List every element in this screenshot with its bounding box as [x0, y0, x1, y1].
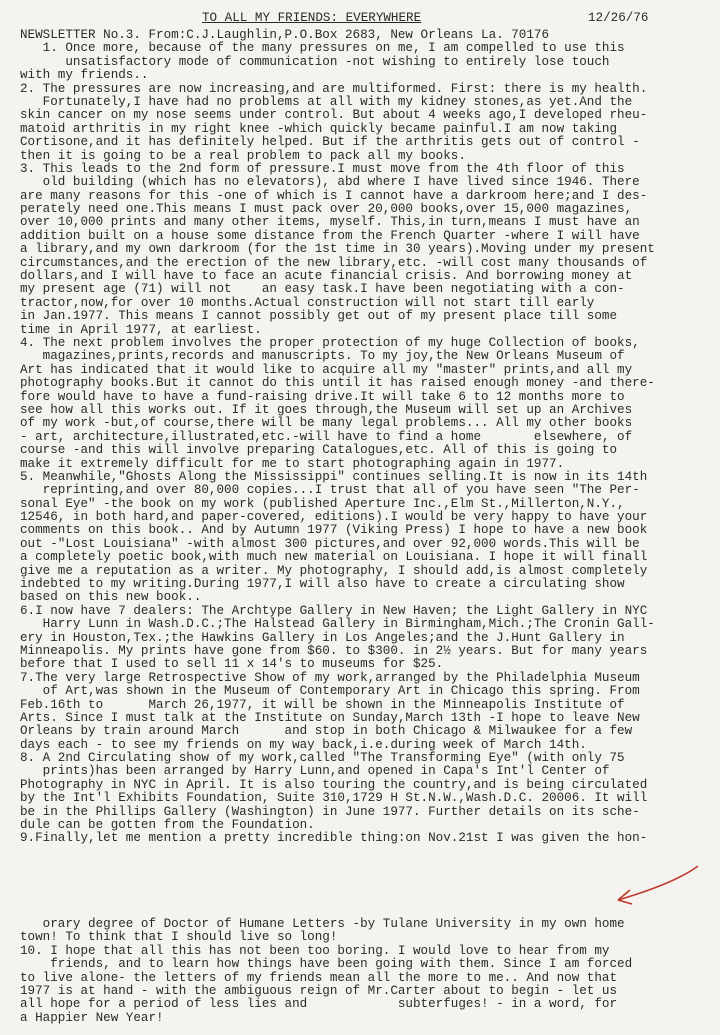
text-line: tractor,now,for over 10 months.Actual construction will not start till early [20, 295, 595, 310]
text-line: give me a reputation as a writer. My photography, I should add,is almost completely [20, 563, 648, 578]
text-line: my present age (71) will not an easy task.I have been negotiating with a con- [20, 282, 625, 297]
text-line: over 10,000 prints and many other items, myself. This,in turn,means I must have an [20, 215, 640, 230]
text-line: magazines,prints,records and manuscripts. To my joy,the New Orleans Museum of [20, 349, 625, 364]
text-line: all hope for a period of less lies and subterfuges! - in a word, for [20, 997, 618, 1012]
text-line: Arts. Since I must talk at the Institute on Sunday,March 13th -I hope to leave New [20, 710, 640, 725]
text-line: 1. Once more, because of the many pressures on me, I am compelled to use this [20, 41, 625, 56]
text-line: 8. A 2nd Circulating show of my work,called "The Transforming Eye" (with only 75 [20, 751, 625, 766]
text-line: with my friends.. [20, 68, 149, 83]
text-line: before that I used to sell 11 x 14's to museums for $25. [20, 657, 444, 672]
text-line: dollars,and I will have to face an acute financial crisis. And borrowing money at [20, 269, 633, 284]
text-line: fore would have to have a fund-raising drive.It will take 6 to 12 months more to [20, 389, 625, 404]
text-line: 12546, in both hard,and paper-covered, editions).I would be very happy to have your [20, 510, 648, 525]
text-line: indebted to my writing.During 1977,I will also have to create a circulating show [20, 577, 625, 592]
text-line: unsatisfactory mode of communication -not wishing to entirely lose touch [20, 54, 610, 69]
text-line: addition built on a house some distance from the French Quarter -where I will have [20, 228, 640, 243]
text-line: matoid arthritis in my right knee -which quickly became painful.I am now taking [20, 121, 618, 136]
text-line: a completely poetic book,with much new material on Louisiana. I hope it will finall [20, 550, 648, 565]
text-line: be in the Phillips Gallery (Washington) in June 1977. Further details on its sche- [20, 804, 640, 819]
red-ink-arrow-icon [612, 860, 702, 910]
text-line: Harry Lunn in Wash.D.C.;The Halstead Gallery in Birmingham,Mich.;The Cronin Gall- [20, 617, 655, 632]
text-line: see how all this works out. If it goes through,the Museum will set up an Archives [20, 402, 633, 417]
text-line: old building (which has no elevators), abd where I have lived since 1946. There [20, 175, 640, 190]
text-line: Fortunately,I have had no problems at all with my kidney stones,as yet.And the [20, 94, 633, 109]
text-line: 4. The next problem involves the proper protection of my huge Collection of books, [20, 335, 640, 350]
text-line: then it is going to be a real problem to pack all my books. [20, 148, 466, 163]
text-line: comments on this book.. And by Autumn 1977 (Viking Press) I hope to have a new book [20, 523, 648, 538]
text-line: of my work -but,of course,there will be many legal problems... All my other books [20, 416, 633, 431]
text-line: 7.The very large Retrospective Show of my work,arranged by the Philadelphia Museum [20, 670, 640, 685]
text-line: of Art,was shown in the Museum of Contemporary Art in Chicago this spring. From [20, 684, 640, 699]
text-line: friends, and to learn how things have been going with them. Since I am forced [20, 957, 633, 972]
letter-body-continued [20, 918, 702, 1025]
text-line: Art has indicated that it would like to acquire all my "master" prints,and all my [20, 362, 633, 377]
text-line: prints)has been arranged by Harry Lunn,and opened in Capa's Int'l Center of [20, 764, 610, 779]
text-line: in Jan.1977. This means I cannot possibly get out of my present place till some [20, 309, 618, 324]
text-line: a Happier New Year! [20, 1010, 164, 1025]
text-line: Minneapolis. My prints have gone from $60. to $300. in 2½ years. But for many years [20, 643, 648, 658]
text-line: 10. I hope that all this has not been too boring. I would love to hear from my [20, 943, 610, 958]
text-line: to live alone- the letters of my friends mean all the more to me.. And now that [20, 970, 618, 985]
text-line: a library,and my own darkroom (for the 1st time in 30 years).Moving under my present [20, 242, 655, 257]
newsletter-header-line: NEWSLETTER No.3. From:C.J.Laughlin,P.O.Box 2683, New Orleans La. 70176 [20, 28, 550, 42]
text-line: reprinting,and over 80,000 copies...I trust that all of you have seen "The Per- [20, 483, 640, 498]
text-line: time in April 1977, at earliest. [20, 322, 262, 337]
letter-lower-section [20, 918, 702, 1025]
text-line: photography books.But it cannot do this until it has raised enough money -and there- [20, 376, 655, 391]
text-line: Orleans by train around March and stop in both Chicago & Milwaukee for a few [20, 724, 633, 739]
text-line: are many reasons for this -one of which is I cannot have a darkroom here;and I des- [20, 188, 648, 203]
text-line: 9.Finally,let me mention a pretty incredible thing:on Nov.21st I was given the hon- [20, 831, 648, 846]
text-line: dule can be gotten from the Foundation. [20, 818, 315, 833]
text-line: Feb.16th to March 26,1977, it will be shown in the Minneapolis Institute of [20, 697, 625, 712]
text-line: 2. The pressures are now increasing,and are multiformed. First: there is my health. [20, 81, 648, 96]
text-line: out -"Lost Louisiana" -with almost 300 pictures,and over 92,000 words.This will be [20, 536, 640, 551]
text-line: 5. Meanwhile,"Ghosts Along the Mississippi" continues selling.It is now in its 14th [20, 469, 648, 484]
text-line: Photography in NYC in April. It is also touring the country,and is being circulated [20, 777, 648, 792]
text-line: 1977 is at hand - with the ambiguous reign of Mr.Carter about to begin - let us [20, 983, 618, 998]
text-line: course -and this will involve preparing Catalogues,etc. All of this is going to [20, 443, 618, 458]
text-line: make it extremely difficult for me to start photographing again in 1977. [20, 456, 565, 471]
text-line: - art, architecture,illustrated,etc.-will have to find a home elsewhere, of [20, 429, 633, 444]
text-line: 6.I now have 7 dealers: The Archtype Gallery in New Haven; the Light Gallery in NYC [20, 603, 648, 618]
text-line: orary degree of Doctor of Humane Letters -by Tulane University in my own home [20, 917, 625, 931]
text-line: based on this new book.. [20, 590, 202, 605]
text-line: days each - to see my friends on my way back,i.e.during week of March 14th. [20, 737, 587, 752]
text-line: by the Int'l Exhibits Foundation, Suite 310,1729 H St.N.W.,Wash.D.C. 20006. It will [20, 791, 648, 806]
text-line: circumstances,and the erection of the new library,etc. -will cost many thousands of [20, 255, 648, 270]
text-line: sonal Eye" -the book on my work (published Aperture Inc.,Elm St.,Millerton,N.Y., [20, 496, 625, 511]
letter-upper-section [20, 12, 702, 846]
text-line: town! To think that I should live so long! [20, 930, 338, 945]
letter-date: 12/26/76 [588, 11, 649, 25]
text-line: Cortisone,and it has definitely helped. But if the arthritis gets out of control - [20, 135, 640, 150]
text-line: ery in Houston,Tex.;the Hawkins Gallery in Los Angeles;and the J.Hunt Gallery in [20, 630, 625, 645]
letter-body [20, 29, 702, 846]
letter-title: TO ALL MY FRIENDS: EVERYWHERE [202, 11, 422, 25]
text-line: skin cancer on my nose seems under control. But about 4 weeks ago,I developed rheu- [20, 108, 648, 123]
text-line: perately need one.This means I must pack over 20,000 books,over 15,000 magazines, [20, 202, 633, 217]
text-line: 3. This leads to the 2nd form of pressure.I must move from the 4th floor of this [20, 161, 625, 176]
